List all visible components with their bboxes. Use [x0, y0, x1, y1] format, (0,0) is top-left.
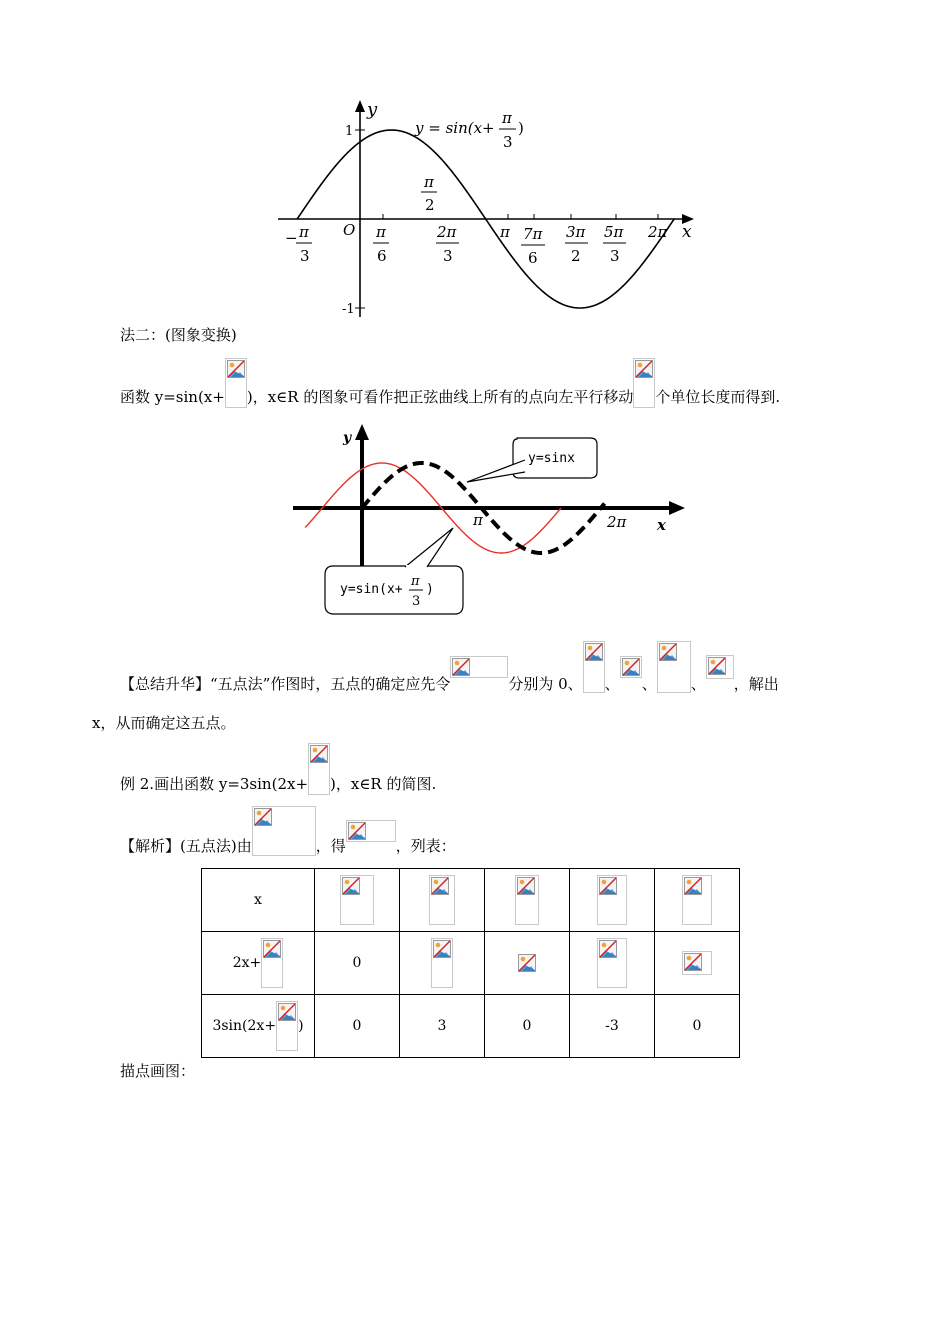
five-point-table: [201, 868, 740, 1058]
broken-image-icon: [342, 877, 360, 895]
broken-image-icon: [708, 657, 726, 675]
graph-sin-shift: [270, 95, 700, 325]
curve-label-pi: π: [502, 109, 512, 127]
graph-transform: [285, 420, 695, 625]
y-axis-label: y: [343, 430, 352, 446]
method2-text-c: 个单位长度而得到.: [655, 388, 781, 406]
example2-text-b: )，x∈R 的简图.: [330, 775, 437, 793]
fraction-image-placeholder: [308, 743, 330, 795]
x-axis-label: x: [682, 222, 692, 242]
fraction-image-placeholder: [429, 875, 455, 925]
broken-image-icon: [599, 877, 617, 895]
table-cell: [570, 869, 655, 932]
analysis-text-b: ，得: [315, 837, 346, 855]
method2-line: [120, 358, 780, 410]
expr-image-placeholder: [450, 656, 508, 678]
tick-3pi2-den: 2: [571, 247, 581, 265]
pi-half-den: 2: [425, 196, 435, 214]
broken-image-icon: [348, 822, 366, 840]
analysis-line: [120, 806, 456, 858]
fraction-image-placeholder: [657, 641, 691, 693]
symbol-image-placeholder: [620, 656, 642, 678]
tick-2pi: 2π: [648, 223, 668, 241]
tick-pi6-den: 6: [377, 247, 387, 265]
tick-5pi3-den: 3: [610, 247, 620, 265]
method2-title: 法二：(图象变换): [120, 326, 237, 344]
y-axis-arrow: [355, 424, 369, 440]
summary-tag: 【总结升华】: [120, 675, 211, 693]
expr-image-placeholder: [346, 820, 396, 842]
broken-image-icon: [585, 643, 603, 661]
table-cell: [655, 869, 740, 932]
tick-2pi3-den: 3: [443, 247, 453, 265]
summary-line: [120, 641, 779, 695]
fraction-image-placeholder: [431, 938, 453, 988]
summary-line2: x，从而确定这五点。: [92, 714, 236, 732]
two-pi-label: 2π: [607, 513, 627, 531]
tick-5pi3-num: 5π: [604, 223, 624, 241]
summary-text-b: 分别为 0、: [508, 675, 583, 693]
curve-label: y = sin(x+: [415, 119, 495, 137]
method2-text-a: 函数 y=sin(x+: [120, 388, 225, 406]
table-row-y: [202, 995, 740, 1058]
broken-image-icon: [254, 808, 272, 826]
broken-image-icon: [684, 953, 702, 971]
table-cell: 0: [315, 932, 400, 995]
pi-label: π: [473, 511, 483, 529]
fraction-image-placeholder: [261, 938, 283, 988]
example2-line: [120, 743, 436, 797]
table-cell: -3: [570, 995, 655, 1058]
table-cell: [655, 932, 740, 995]
analysis-text-a: (五点法)由: [180, 837, 252, 855]
broken-image-icon: [263, 940, 281, 958]
callout-shift-den: 3: [412, 594, 421, 609]
summary-sep2: 、: [641, 675, 657, 693]
symbol-image-placeholder: [682, 951, 712, 975]
row-label-y-text: 3sin(2x+: [212, 1018, 277, 1034]
footer-text: 描点画图：: [120, 1062, 196, 1080]
pi-half-num: π: [424, 173, 434, 191]
summary-text-a: “五点法”作图时，五点的确定应先令: [210, 675, 451, 693]
row-label-y: [202, 995, 315, 1058]
broken-image-icon: [518, 954, 536, 972]
row-label-x: x: [202, 869, 315, 932]
x-axis-arrow: [669, 501, 685, 515]
row-label-y-close: ): [298, 1018, 304, 1034]
broken-image-icon: [622, 658, 640, 676]
fraction-image-placeholder: [633, 358, 655, 408]
tick-2pi3-num: 2π: [437, 223, 457, 241]
table-cell: [315, 869, 400, 932]
tick-neg-pi3-num: π: [299, 223, 309, 241]
symbol-image-placeholder: [706, 655, 734, 679]
table-cell: [400, 869, 485, 932]
tick-neg-pi3-den: 3: [300, 247, 310, 265]
y-max-label: 1: [345, 124, 354, 139]
tick-7pi6-den: 6: [528, 249, 538, 267]
x-axis-label: x: [657, 516, 666, 534]
broken-image-icon: [635, 360, 653, 378]
curve-label-den: 3: [503, 133, 513, 151]
table-cell: 3: [400, 995, 485, 1058]
fraction-image-placeholder: [515, 875, 539, 925]
symbol-image-placeholder: [516, 952, 538, 974]
analysis-tag: 【解析】: [120, 837, 181, 855]
y-axis-arrow: [355, 100, 365, 112]
table-cell: 0: [655, 995, 740, 1058]
broken-image-icon: [310, 745, 328, 763]
summary-text-c: ，解出: [733, 675, 779, 693]
tick-neg-sign: −: [285, 229, 298, 247]
fraction-image-placeholder: [340, 875, 374, 925]
inequality-image-placeholder: [252, 806, 316, 856]
analysis-text-c: ，列表：: [395, 837, 456, 855]
fraction-image-placeholder: [682, 875, 712, 925]
row-label-arg: [202, 932, 315, 995]
broken-image-icon: [278, 1003, 296, 1021]
origin-label: O: [343, 221, 356, 239]
fraction-image-placeholder: [276, 1001, 298, 1051]
curve-label-close: ): [518, 119, 524, 137]
broken-image-icon: [599, 940, 617, 958]
broken-image-icon: [684, 877, 702, 895]
table-row-x: [202, 869, 740, 932]
table-cell: [485, 869, 570, 932]
broken-image-icon: [517, 877, 535, 895]
summary-sep1: 、: [604, 675, 620, 693]
table-cell: 0: [485, 995, 570, 1058]
callout-shift-prefix: y=sin(x+: [340, 582, 403, 597]
table-cell: [570, 932, 655, 995]
example2-text-a: 例 2.画出函数 y=3sin(2x+: [120, 775, 309, 793]
callout-shift-num: π: [411, 574, 420, 589]
broken-image-icon: [452, 658, 470, 676]
fraction-image-placeholder: [597, 875, 627, 925]
row-label-arg-text: 2x+: [232, 955, 262, 971]
table-cell: [400, 932, 485, 995]
y-min-label: -1: [342, 302, 355, 317]
table-cell: [485, 932, 570, 995]
broken-image-icon: [659, 643, 677, 661]
table-cell: 0: [315, 995, 400, 1058]
tick-pi6-num: π: [376, 223, 386, 241]
tick-pi: π: [500, 223, 510, 241]
broken-image-icon: [433, 940, 451, 958]
tick-7pi6-num: 7π: [523, 225, 543, 243]
fraction-image-placeholder: [583, 641, 605, 693]
broken-image-icon: [227, 360, 245, 378]
summary-sep3: 、: [690, 675, 706, 693]
fraction-image-placeholder: [225, 358, 247, 408]
fraction-image-placeholder: [597, 938, 627, 988]
method2-text-b: )，x∈R 的图象可看作把正弦曲线上所有的点向左平行移动: [246, 388, 634, 406]
callout-shift-close: ): [426, 582, 434, 597]
table-row-arg: [202, 932, 740, 995]
callout-sinx-text: y=sinx: [528, 451, 575, 466]
broken-image-icon: [431, 877, 449, 895]
y-axis-label: y: [367, 99, 378, 120]
tick-3pi2-num: 3π: [566, 223, 586, 241]
